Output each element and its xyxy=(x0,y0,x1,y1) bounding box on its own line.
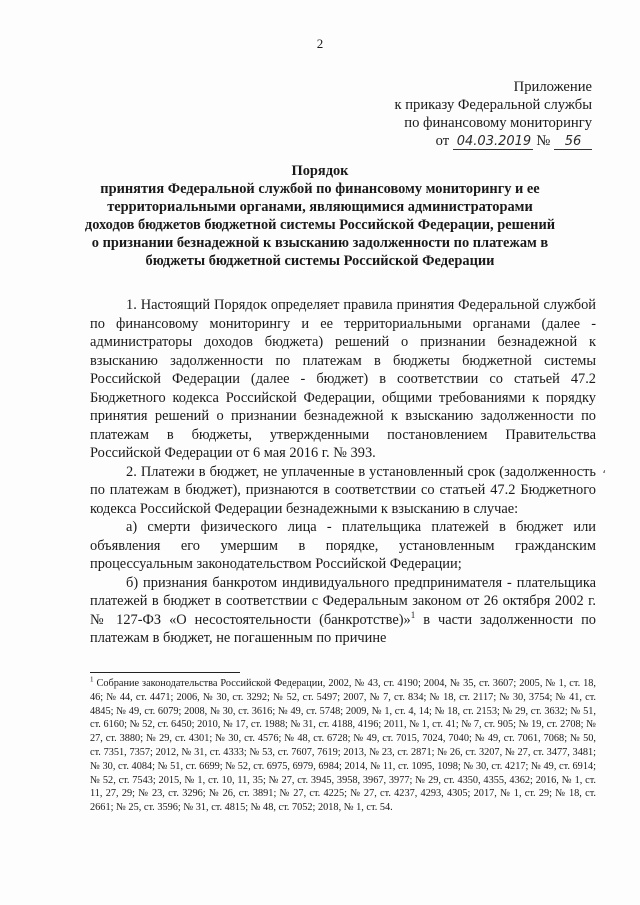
page-number: 2 xyxy=(316,36,324,51)
footnote-1 xyxy=(90,677,596,815)
paragraph-2b xyxy=(90,574,596,648)
footnote-marker: 1 xyxy=(90,675,94,684)
paragraph-1: 1. Настоящий Порядок определяет правила принятия Федеральной службой по финансовому мониторингу и ее территориальными органами (далее - администраторы доходов бюджета) решений о признании безнадежной к взысканию задолженности по платежам в бюджеты бюджетной системы Российской Федерации (далее - бюджет) в соответствии со статьей 47.2 Бюджетного кодекса Российской Федерации, общими требованиями к порядку принятия решений о признании безнадежной к взысканию задолженности по платежам в бюджеты, утвержденными постановлением Правительства Российской Федерации от 6 мая 2016 г. № 393. xyxy=(90,297,596,461)
scan-mark: ، xyxy=(602,462,606,476)
title-line-1: Порядок xyxy=(291,163,349,179)
annex-number-label: № xyxy=(536,133,551,149)
footnote-reference: 1 xyxy=(410,609,416,620)
annex-header xyxy=(332,78,592,150)
footnote-separator xyxy=(90,672,240,673)
paragraph-2a: а) смерти физического лица - плательщика платежей в бюджет или объявления его умершим в порядке, установленным гражданским процессуальным законодательством Российской Федерации; xyxy=(90,519,596,572)
paragraph-2: 2. Платежи в бюджет, не уплаченные в установленный срок (задолженность по платежам в бюджет), признаются в соответствии со статьей 47.2 Бюджетного кодекса Российской Федерации безнадежными к взысканию в случае: xyxy=(90,463,596,517)
title-line-4: доходов бюджетов бюджетной системы Российской Федерации, решений xyxy=(84,217,556,233)
annex-service-name: по финансовому мониторингу xyxy=(404,115,592,131)
footnote xyxy=(90,677,596,815)
annex-title: Приложение xyxy=(513,79,592,95)
document-title xyxy=(80,162,560,270)
title-line-5: о признании безнадежной к взысканию задолженности по платежам в xyxy=(91,235,549,251)
annex-handwritten-number: 56 xyxy=(554,134,592,150)
annex-order-ref: к приказу Федеральной службы xyxy=(394,97,592,113)
annex-from-label: от xyxy=(435,133,450,149)
annex-date-line xyxy=(332,132,592,150)
paragraph-2b-text: б) признания банкротом индивидуального предпринимателя - плательщика платежей в бюджет в соответствии с Федеральным законом от 26 октября 2002 г. № 127-ФЗ «О несостоятельности (банкротстве)» xyxy=(90,574,596,628)
document-body xyxy=(90,296,596,648)
title-line-2: принятия Федеральной службой по финансовому мониторингу и ее xyxy=(100,181,540,197)
footnote-text: Собрание законодательства Российской Федерации, 2002, № 43, ст. 4190; 2004, № 35, ст. 3607; 2005, № 1, ст. 18, 46; № 44, ст. 4471; 2006, № 30, ст. 3292; № 52, ст. 5497; 2007, № 7, ст. 834; № 18, ст. 2117; № 30, 3754; № 41, ст. 4845; № 49, ст. 6079; 2008, № 30, ст. 3616; № 49, ст. 5748; 2009, № 1, ст. 4, 14; № 18, ст. 2153; № 29, ст. 3632; № 51, ст. 6160; № 52, ст. 6450; 2010, № 17, ст. 1988; № 31, ст. 4188, 4196; 2011, № 1, ст. 41; № 7, ст. 905; № 19, ст. 2708; № 27, ст. 3880; № 29, ст. 4301; № 30, ст. 4576; № 48, ст. 6728; № 49, ст. 7015, 7024, 7040; № 49, ст. 7061, 7068; № 50, ст. 7351, 7357; 2012, № 31, ст. 4333; № 53, ст. 7607, 7619; 2013, № 23, ст. 2871; № 26, ст. 3207, № 27, ст. 3477, 3481; № 30, ст. 4084; № 51, ст. 6699; № 52, ст. 6975, 6979, 6984; 2014, № 11, ст. 1095, 1098; № 30, ст. 4217; № 49, ст. 6914; № 52, ст. 7543; 2015, № 1, ст. 10, 11, 35; № 27, ст. 3945, 3958, 3967, 3977; № 29, ст. 4350, 4355, 4362; 2016, № 1, ст. 11, 27, 29; № 23, ст. 3296; № 26, ст. 3891; № 27, ст. 4225; № 27, ст. 4237, 4293, 4305; 2017, № 1, ст. 29; № 18, ст. 2661; № 25, ст. 3596; № 31, ст. 4815; № 48, ст. 7052; 2018, № 1, ст. 54. xyxy=(90,678,596,814)
title-line-6: бюджеты бюджетной системы Российской Федерации xyxy=(145,253,495,269)
paragraph-2b-continuation: в части задолженности по платежам в бюджет, не погашенным по причине xyxy=(90,611,596,646)
annex-handwritten-date: 04.03.2019 xyxy=(453,134,533,150)
title-line-3: территориальными органами, являющимися администраторами xyxy=(107,199,533,215)
